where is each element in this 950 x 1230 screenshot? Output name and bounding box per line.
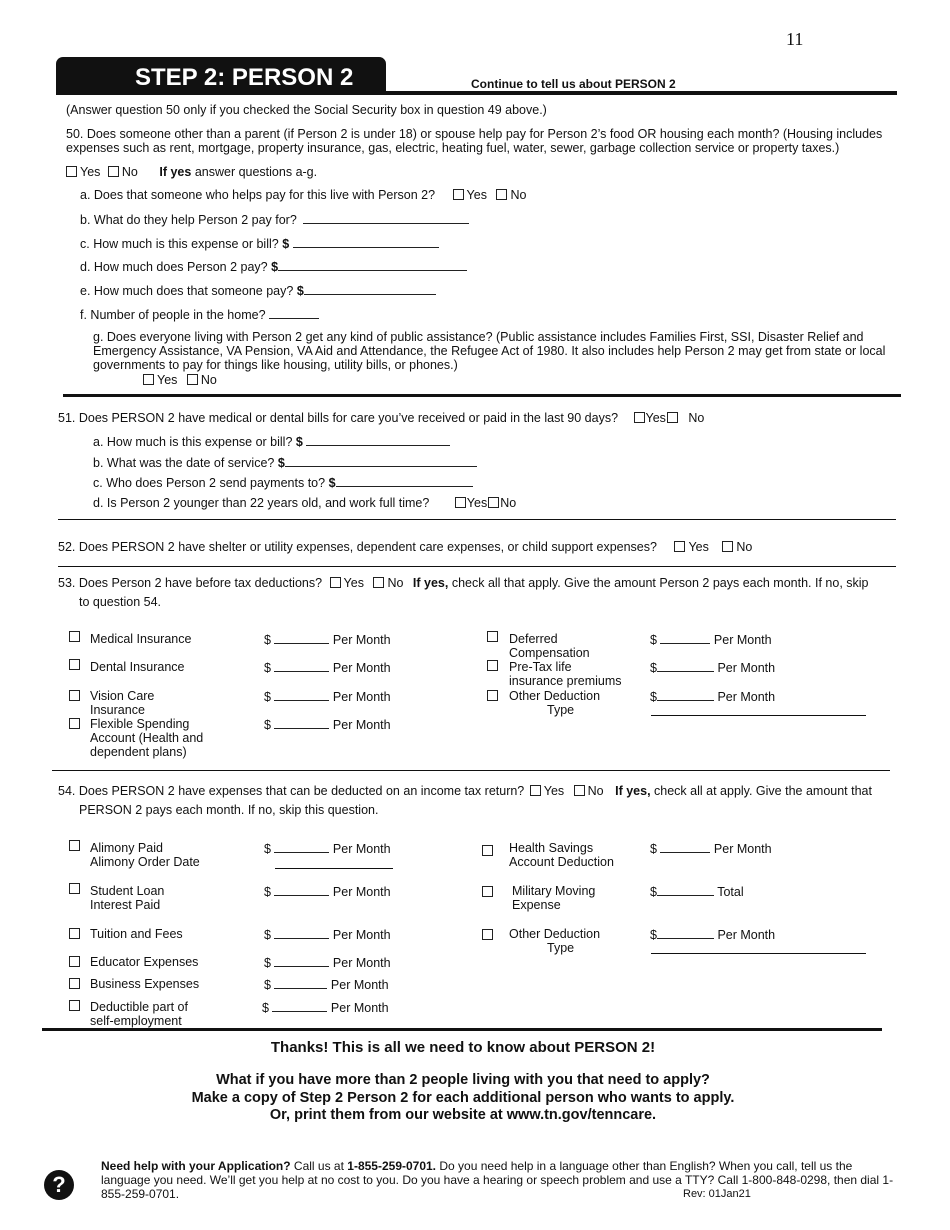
q53-vision-label: Vision Care Insurance	[90, 689, 155, 717]
q53-pretax-life-per-month: Per Month	[717, 661, 776, 675]
q52-yes-label: Yes	[688, 540, 709, 554]
q54-text-c: PERSON 2 pays each month. If no, skip this question.	[79, 803, 379, 817]
q54-business-per-month: Per Month	[330, 978, 389, 992]
q50c-input[interactable]	[293, 236, 439, 248]
q54-alimony-amount	[264, 841, 391, 856]
q54-tuition-input[interactable]	[274, 927, 329, 939]
q53-other-checkbox[interactable]	[487, 690, 498, 701]
q50-ifyes-bold: If yes	[159, 165, 192, 179]
q54-student-loan-label: Student Loan Interest Paid	[90, 884, 165, 912]
q51a-text: a. How much is this expense or bill?	[93, 435, 293, 449]
header-rule	[56, 91, 897, 95]
q53-dental-per-month: Per Month	[332, 661, 391, 675]
page-title: STEP 2: PERSON 2	[135, 64, 354, 91]
q53-pretax-life-input[interactable]	[657, 660, 714, 672]
q50g-yes-checkbox[interactable]	[143, 374, 154, 385]
q51-rule	[58, 519, 896, 520]
q54-other-amount	[650, 927, 775, 942]
q54-no-label: No	[587, 784, 604, 798]
q53-rule	[52, 770, 890, 771]
question-icon: ?	[44, 1170, 74, 1200]
q50b-row	[80, 212, 469, 227]
q51d-yes-label: Yes	[466, 496, 488, 510]
q54-business-amount	[264, 977, 389, 992]
more-people-line-3: Or, print them from our website at www.tn.gov/tenncare.	[269, 1107, 657, 1123]
q54-self-employment-label: Deductible part of self-employment	[90, 1000, 188, 1028]
q54-military-total: Total	[717, 885, 744, 899]
q50c-row	[80, 236, 439, 251]
q50-note: (Answer question 50 only if you checked the Social Security box in question 49 above.)	[66, 103, 547, 117]
q53-text-a: 53. Does Person 2 have before tax deductions?	[58, 576, 323, 590]
q54-self-employment-amount	[262, 1000, 389, 1015]
help-phone: 1-855-259-0701.	[347, 1159, 437, 1173]
q54-other-per-month: Per Month	[717, 928, 776, 942]
q51d-no-label: No	[500, 496, 517, 510]
q54-business-label: Business Expenses	[90, 977, 200, 991]
q52-text: 52. Does PERSON 2 have shelter or utility expenses, dependent care expenses, or child support expenses?	[58, 540, 657, 554]
q54-alimony-per-month: Per Month	[332, 842, 391, 856]
q51-no-checkbox[interactable]	[667, 412, 678, 423]
q54-alimony-input[interactable]	[274, 841, 329, 853]
q54-student-loan-amount	[264, 884, 391, 899]
q50f-input[interactable]	[269, 307, 319, 319]
q53-other-dollar: $	[650, 690, 657, 704]
q51d-text: d. Is Person 2 younger than 22 years old, and work full time?	[93, 496, 430, 510]
q53-medical-label: Medical Insurance	[90, 632, 192, 646]
q53-deferred-dollar: $	[650, 633, 657, 647]
q54-hsa-per-month: Per Month	[713, 842, 772, 856]
q53-other-type-label: Type	[547, 703, 575, 717]
q53-vision-per-month: Per Month	[332, 690, 391, 704]
q51d-yes-checkbox[interactable]	[455, 497, 466, 508]
q53-fsa-amount	[264, 717, 391, 732]
q53-yes-checkbox[interactable]	[330, 577, 341, 588]
q54-other-type-label: Type	[547, 941, 575, 955]
q50e-row	[80, 283, 436, 298]
q54-yes-checkbox[interactable]	[530, 785, 541, 796]
q53-dental-label: Dental Insurance	[90, 660, 185, 674]
q54-military-checkbox[interactable]	[482, 886, 493, 897]
q51d-row	[93, 496, 516, 510]
q51a-dollar: $	[295, 435, 303, 449]
q50-rule	[63, 394, 901, 397]
more-people-line-1: What if you have more than 2 people living with you that need to apply?	[216, 1072, 710, 1088]
q53-dental-dollar: $	[264, 661, 271, 675]
q54-text-a: 54. Does PERSON 2 have expenses that can be deducted on an income tax return?	[58, 784, 525, 798]
q54-business-input[interactable]	[274, 977, 327, 989]
q54-other-checkbox[interactable]	[482, 929, 493, 940]
q52-row	[58, 540, 752, 554]
q53-vision-dollar: $	[264, 690, 271, 704]
q51b-dollar: $	[277, 456, 285, 470]
q50a-yes-checkbox[interactable]	[453, 189, 464, 200]
q53-pretax-life-checkbox[interactable]	[487, 660, 498, 671]
help-call: Call us at	[293, 1159, 344, 1173]
q50d-text: d. How much does Person 2 pay?	[80, 260, 268, 274]
q54-student-loan-per-month: Per Month	[332, 885, 391, 899]
q53-medical-dollar: $	[264, 633, 271, 647]
q53-medical-amount	[264, 632, 391, 647]
q53-other-per-month: Per Month	[717, 690, 776, 704]
q50c-text: c. How much is this expense or bill?	[80, 237, 279, 251]
q50f-row	[80, 307, 319, 322]
q54-educator-label: Educator Expenses	[90, 955, 199, 969]
q53-text-b: check all that apply. Give the amount Person 2 pays each month. If no, skip	[451, 576, 869, 590]
q54-educator-checkbox[interactable]	[69, 956, 80, 967]
q54-other-type-input[interactable]	[651, 953, 866, 954]
q53-pretax-life-dollar: $	[650, 661, 657, 675]
q54-alimony-checkbox[interactable]	[69, 840, 80, 851]
q50d-row	[80, 259, 467, 274]
q53-fsa-dollar: $	[264, 718, 271, 732]
q53-medical-per-month: Per Month	[332, 633, 391, 647]
q54-educator-input[interactable]	[274, 955, 329, 967]
q50d-input[interactable]	[278, 259, 467, 271]
q53-no-checkbox[interactable]	[373, 577, 384, 588]
q54-tuition-checkbox[interactable]	[69, 928, 80, 939]
q52-yes-checkbox[interactable]	[674, 541, 685, 552]
q53-vision-input[interactable]	[274, 689, 329, 701]
q50g-no-checkbox[interactable]	[187, 374, 198, 385]
q50g-no-label: No	[200, 373, 217, 387]
q53-medical-checkbox[interactable]	[69, 631, 80, 642]
q50-ifyes-rest: answer questions a-g.	[194, 165, 318, 179]
q54-alimony-date-input[interactable]	[275, 868, 393, 869]
q53-dental-checkbox[interactable]	[69, 659, 80, 670]
q53-text-c: to question 54.	[79, 595, 162, 609]
more-people-line-2: Make a copy of Step 2 Person 2 for each additional person who wants to apply.	[191, 1090, 735, 1106]
q51a-row	[93, 434, 450, 449]
q54-text-b: check all at apply. Give the amount that	[654, 784, 872, 798]
q53-ifyes-bold: If yes,	[412, 576, 449, 590]
q50b-input[interactable]	[303, 212, 469, 224]
q50-yes-label: Yes	[80, 165, 101, 179]
q54-no-checkbox[interactable]	[574, 785, 585, 796]
q54-other-label: Other Deduction	[509, 927, 601, 941]
q51b-row	[93, 455, 477, 470]
q50a-text: a. Does that someone who helps pay for this live with Person 2?	[80, 188, 436, 202]
q54-military-label: Military Moving Expense	[512, 884, 596, 912]
q53-row	[58, 576, 869, 590]
q54-self-employment-checkbox[interactable]	[69, 1000, 80, 1011]
q53-other-amount	[650, 689, 775, 704]
q53-other-input[interactable]	[657, 689, 714, 701]
q54-self-employment-input[interactable]	[272, 1000, 327, 1012]
q51c-input[interactable]	[336, 475, 473, 487]
q53-no-label: No	[387, 576, 404, 590]
q51-text: 51. Does PERSON 2 have medical or dental bills for care you’ve received or paid in the last 90 days?	[58, 411, 619, 425]
q53-fsa-checkbox[interactable]	[69, 718, 80, 729]
help-text	[101, 1159, 896, 1201]
q54-educator-dollar: $	[264, 956, 271, 970]
q54-educator-per-month: Per Month	[332, 956, 391, 970]
q50-no-checkbox[interactable]	[108, 166, 119, 177]
q54-tuition-label: Tuition and Fees	[90, 927, 183, 941]
q50a-no-label: No	[510, 188, 527, 202]
q54-alimony-date-label: Alimony Order Date	[90, 855, 200, 869]
q54-tuition-amount	[264, 927, 391, 942]
q50g-answer-row	[143, 373, 217, 387]
thanks-message: Thanks! This is all we need to know about PERSON 2!	[270, 1039, 656, 1056]
q53-deferred-label: Deferred Compensation	[509, 632, 590, 660]
q54-self-employment-dollar: $	[262, 1001, 269, 1015]
q50a-no-checkbox[interactable]	[496, 189, 507, 200]
q50b-text: b. What do they help Person 2 pay for?	[80, 213, 297, 227]
q53-deferred-amount	[650, 632, 772, 647]
page-number: 11	[786, 29, 804, 49]
q52-rule	[58, 566, 896, 567]
q54-business-dollar: $	[264, 978, 271, 992]
q50a-row	[80, 188, 526, 202]
q53-dental-input[interactable]	[274, 660, 329, 672]
q50e-input[interactable]	[304, 283, 436, 295]
q54-tuition-dollar: $	[264, 928, 271, 942]
q53-pretax-life-label: Pre-Tax life insurance premiums	[509, 660, 622, 688]
header-subtitle: Continue to tell us about PERSON 2	[471, 77, 676, 91]
q54-alimony-dollar: $	[264, 842, 271, 856]
q54-row	[58, 784, 872, 798]
q50f-text: f. Number of people in the home?	[80, 308, 266, 322]
q51c-text: c. Who does Person 2 send payments to?	[93, 476, 326, 490]
q50-answer-row	[66, 165, 317, 179]
q50e-text: e. How much does that someone pay?	[80, 284, 294, 298]
q54-ifyes-bold: If yes,	[615, 784, 651, 798]
q51-yes-label: Yes	[645, 411, 666, 425]
q54-hsa-checkbox[interactable]	[482, 845, 493, 856]
q50g-yes-label: Yes	[157, 373, 178, 387]
q54-hsa-input[interactable]	[660, 841, 710, 853]
q53-vision-amount	[264, 689, 391, 704]
q51b-text: b. What was the date of service?	[93, 456, 275, 470]
q50-yes-checkbox[interactable]	[66, 166, 77, 177]
q54-military-input[interactable]	[657, 884, 714, 896]
q54-other-input[interactable]	[657, 927, 714, 939]
q53-fsa-per-month: Per Month	[332, 718, 391, 732]
q54-educator-amount	[264, 955, 391, 970]
q54-hsa-dollar: $	[650, 842, 657, 856]
q53-dental-amount	[264, 660, 391, 675]
q54-military-amount	[650, 884, 744, 899]
q51-yes-checkbox[interactable]	[634, 412, 645, 423]
q53-vision-checkbox[interactable]	[69, 690, 80, 701]
q50g-text: g. Does everyone living with Person 2 get any kind of public assistance? (Public assistance includes Families First, SSI, Disaster Relief and Emergency Assistance, VA Pension, VA Aid and Attendance, the Refugee Act of 1980. It also includes help Person 2 may get from state or local governments to pay for things like housing, utility bills, or phones.)	[93, 330, 886, 372]
q53-yes-label: Yes	[343, 576, 364, 590]
q52-no-checkbox[interactable]	[722, 541, 733, 552]
q53-fsa-input[interactable]	[274, 717, 329, 729]
q52-no-label: No	[736, 540, 753, 554]
q54-rule	[42, 1028, 882, 1031]
q51-no-label: No	[688, 411, 705, 425]
q54-business-checkbox[interactable]	[69, 978, 80, 989]
q54-hsa-label: Health Savings Account Deduction	[509, 841, 614, 869]
q54-hsa-amount	[650, 841, 772, 856]
q51c-row	[93, 475, 473, 490]
q53-other-label: Other Deduction	[509, 689, 601, 703]
revision-label: Rev: 01Jan21	[683, 1188, 751, 1200]
q50a-yes-label: Yes	[466, 188, 487, 202]
q51-row	[58, 411, 704, 425]
q53-medical-input[interactable]	[274, 632, 329, 644]
q54-student-loan-dollar: $	[264, 885, 271, 899]
q53-deferred-input[interactable]	[660, 632, 710, 644]
q54-alimony-label: Alimony Paid	[90, 841, 163, 855]
help-rest: Do you need help in a language other than English? When you call, tell us the language you need. We’ll get you help at no cost to you. Do you have a hearing or speech problem and use a TTY? Call 1-800-848-0298, then dial 1-855-259-0701.	[101, 1159, 894, 1201]
q53-deferred-checkbox[interactable]	[487, 631, 498, 642]
q53-deferred-per-month: Per Month	[713, 633, 772, 647]
q54-tuition-per-month: Per Month	[332, 928, 391, 942]
q53-fsa-label: Flexible Spending Account (Health and dependent plans)	[90, 717, 204, 759]
q51b-input[interactable]	[285, 455, 477, 467]
help-bold: Need help with your Application?	[101, 1159, 291, 1173]
q54-yes-label: Yes	[543, 784, 565, 798]
q51a-input[interactable]	[306, 434, 450, 446]
q51d-no-checkbox[interactable]	[488, 497, 499, 508]
q54-student-loan-checkbox[interactable]	[69, 883, 80, 894]
q54-self-employment-per-month: Per Month	[330, 1001, 389, 1015]
q54-student-loan-input[interactable]	[274, 884, 329, 896]
q54-other-dollar: $	[650, 928, 657, 942]
q50e-dollar: $	[296, 284, 304, 298]
q50c-dollar: $	[282, 237, 290, 251]
q53-other-type-input[interactable]	[651, 715, 866, 716]
q50-no-label: No	[121, 165, 138, 179]
q54-military-dollar: $	[650, 885, 657, 899]
q53-pretax-life-amount	[650, 660, 775, 675]
q51c-dollar: $	[328, 476, 336, 490]
q50-text: 50. Does someone other than a parent (if Person 2 is under 18) or spouse help pay for Person 2’s food OR housing each month? (Housing includes expenses such as rent, mortgage, property insurance, gas, electric, heating fuel, water, sewer, garbage collection service or property taxes.)	[66, 127, 883, 155]
q50d-dollar: $	[271, 260, 279, 274]
